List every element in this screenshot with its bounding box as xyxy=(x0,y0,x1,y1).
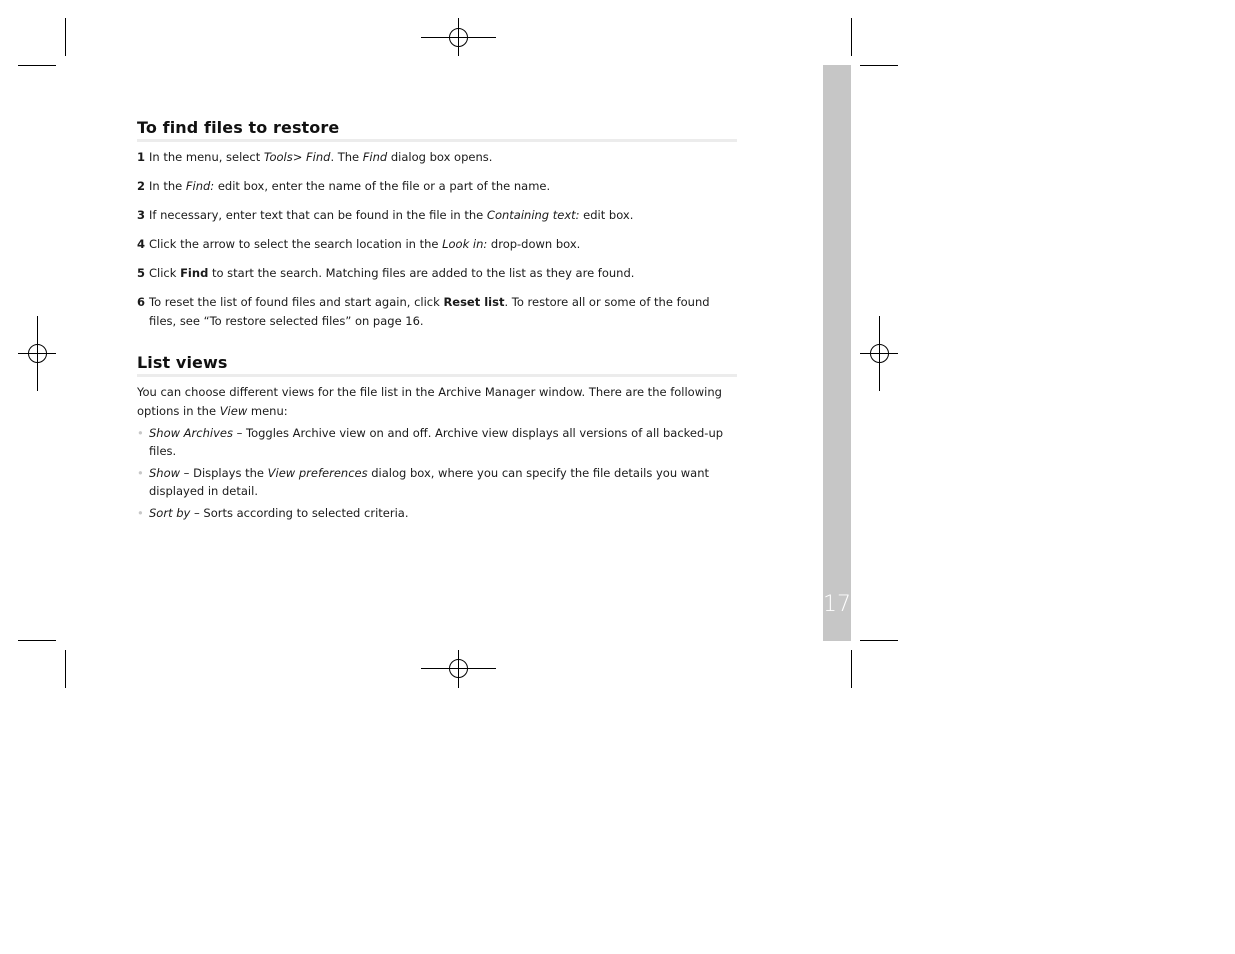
bullet-icon: • xyxy=(137,506,144,520)
step-number: 6 xyxy=(137,295,150,309)
intro-text: View xyxy=(219,404,248,418)
view-option-item xyxy=(137,424,737,460)
step-number: 3 xyxy=(137,208,150,222)
step-item xyxy=(137,206,737,225)
step-text: In the xyxy=(149,179,186,193)
view-option-text: dialog box, where you can specify the file details you want displayed in detail. xyxy=(149,466,710,498)
step-text: Tools> Find xyxy=(263,150,331,164)
step-text: Click the arrow to select the search location in the xyxy=(149,237,443,251)
list-views-intro xyxy=(137,383,737,421)
step-text: Find: xyxy=(185,179,215,193)
step-text: Click xyxy=(149,266,181,280)
view-options-list xyxy=(137,424,737,522)
step-text: Look in: xyxy=(442,237,488,251)
step-item xyxy=(137,177,737,196)
bullet-icon: • xyxy=(137,426,144,440)
chapter-tab xyxy=(823,65,851,641)
step-number: 5 xyxy=(137,266,150,280)
page-number: 17 xyxy=(823,592,851,617)
step-text: . The xyxy=(330,150,363,164)
view-option-text: – Sorts according to selected criteria. xyxy=(190,506,409,520)
section-heading-list-views: List views xyxy=(137,353,737,377)
view-option-text: Sort by xyxy=(149,506,191,520)
step-number: 4 xyxy=(137,237,150,251)
page-content xyxy=(137,118,737,526)
step-item xyxy=(137,148,737,167)
step-text: . To restore all or some of the found files, see “To restore selected files” on page 16. xyxy=(149,295,710,328)
step-text: Reset list xyxy=(443,295,505,309)
step-number: 2 xyxy=(137,179,150,193)
step-item xyxy=(137,264,737,283)
intro-text: You can choose different views for the file list in the Archive Manager window. There are the following options in the xyxy=(137,385,722,418)
step-item xyxy=(137,293,737,331)
step-text: Containing text: xyxy=(486,208,580,222)
step-text: To reset the list of found files and start again, click xyxy=(149,295,444,309)
step-text: Find xyxy=(362,150,388,164)
intro-text: menu: xyxy=(247,404,288,418)
steps-list xyxy=(137,148,737,331)
section-heading-find-files: To find files to restore xyxy=(137,118,737,142)
step-text: If necessary, enter text that can be found in the file in the xyxy=(149,208,487,222)
step-text: Find xyxy=(180,266,209,280)
view-option-text: – Displays the xyxy=(180,466,268,480)
view-option-text: – Toggles Archive view on and off. Archive view displays all versions of all backed-up files. xyxy=(149,426,724,458)
view-option-item xyxy=(137,464,737,500)
step-text: edit box. xyxy=(579,208,634,222)
bullet-icon: • xyxy=(137,466,144,480)
step-item xyxy=(137,235,737,254)
step-text: edit box, enter the name of the file or a part of the name. xyxy=(214,179,551,193)
view-option-text: Show xyxy=(149,466,181,480)
step-number: 1 xyxy=(137,150,150,164)
step-text: In the menu, select xyxy=(149,150,264,164)
step-text: to start the search. Matching files are added to the list as they are found. xyxy=(208,266,635,280)
view-option-item xyxy=(137,504,737,522)
view-option-text: View preferences xyxy=(267,466,368,480)
step-text: dialog box opens. xyxy=(387,150,493,164)
step-text: drop-down box. xyxy=(487,237,581,251)
view-option-text: Show Archives xyxy=(149,426,233,440)
